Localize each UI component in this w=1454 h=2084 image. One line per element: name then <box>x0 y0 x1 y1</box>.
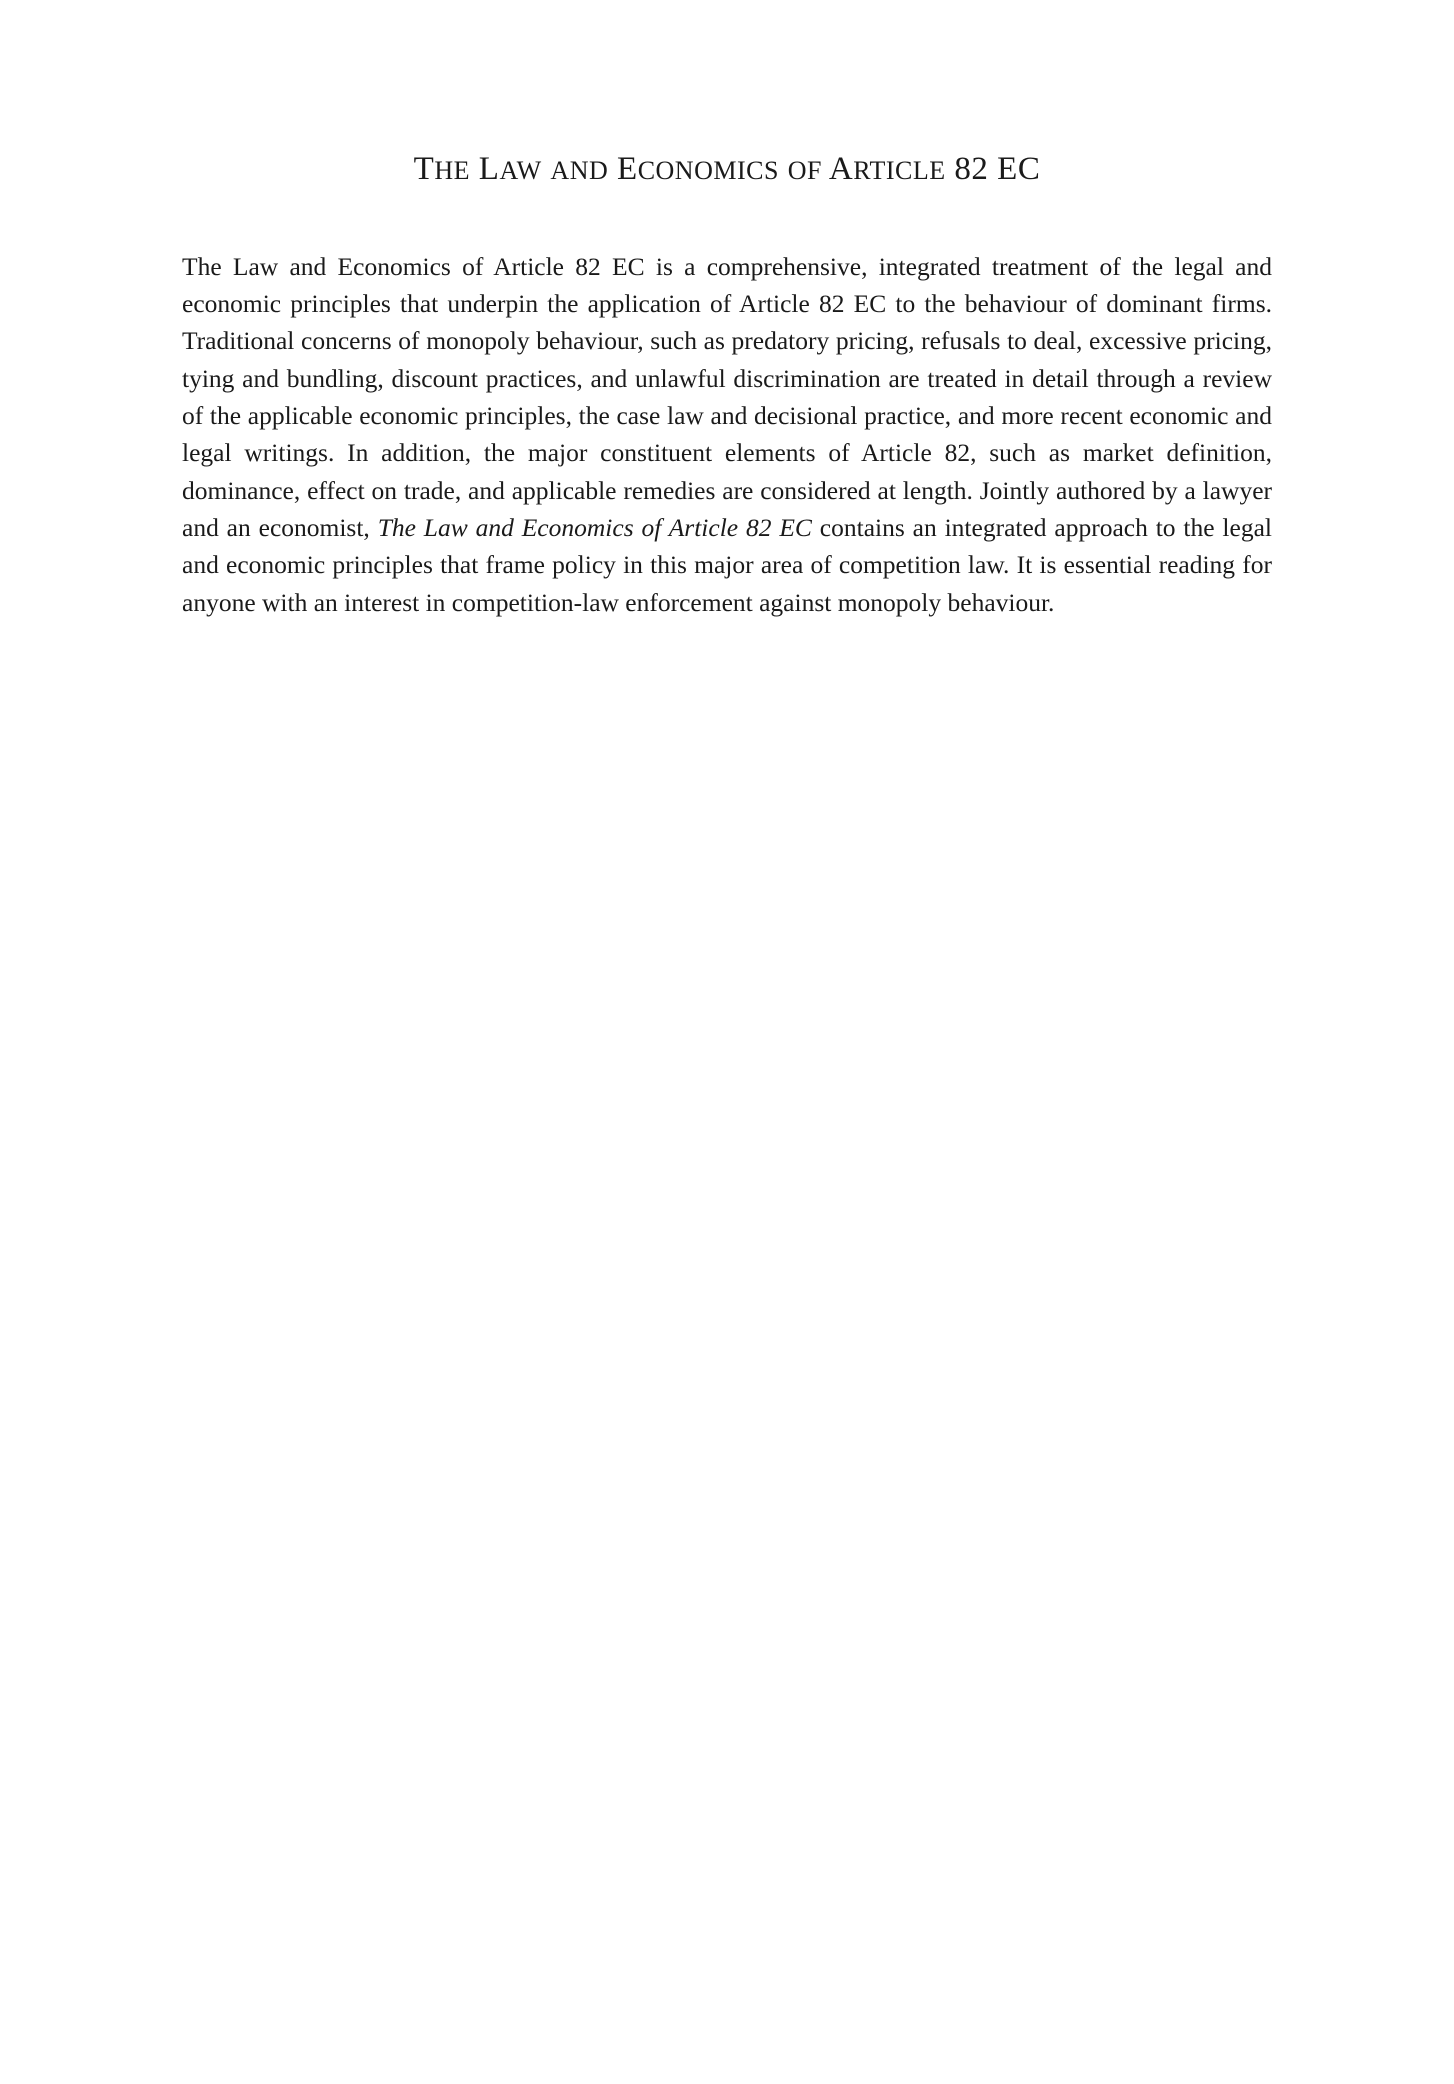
book-blurb <box>182 248 1272 621</box>
title-word-the: THE <box>413 151 471 187</box>
title-word-law: LAW <box>478 151 542 187</box>
title-word-of: OF <box>787 156 822 185</box>
title-word-economics: ECONOMICS <box>617 151 779 187</box>
blurb-italic-title: The Law and Economics of Article 82 EC <box>377 513 812 542</box>
page-title <box>182 150 1272 190</box>
title-word-82-ec: 82 EC <box>954 151 1041 187</box>
blurb-part-two: contains an integrated approach to the legal and economic principles that frame policy in this major area of competition law. It is essential reading for anyone with an interest in competition-law enforcement against monopoly behaviour. <box>182 513 1272 617</box>
title-word-article: ARTICLE <box>828 151 946 187</box>
blurb-part-one: The Law and Economics of Article 82 EC is a comprehensive, integrated treatment of the legal and economic principles that underpin the application of Article 82 EC to the behaviour of dominant firms. Traditional concerns of monopoly behaviour, such as predatory pricing, refusals to deal, excessive pricing, tying and bundling, discount practices, and unlawful discrimination are treated in detail through a review of the applicable economic principles, the case law and decisional practice, and more recent economic and legal writings. In addition, the major constituent elements of Article 82, such as market definition, dominance, effect on trade, and applicable remedies are considered at length. Jointly authored by a lawyer and an economist, <box>182 251 1272 542</box>
title-word-and: AND <box>550 156 609 185</box>
page-content <box>182 150 1272 621</box>
